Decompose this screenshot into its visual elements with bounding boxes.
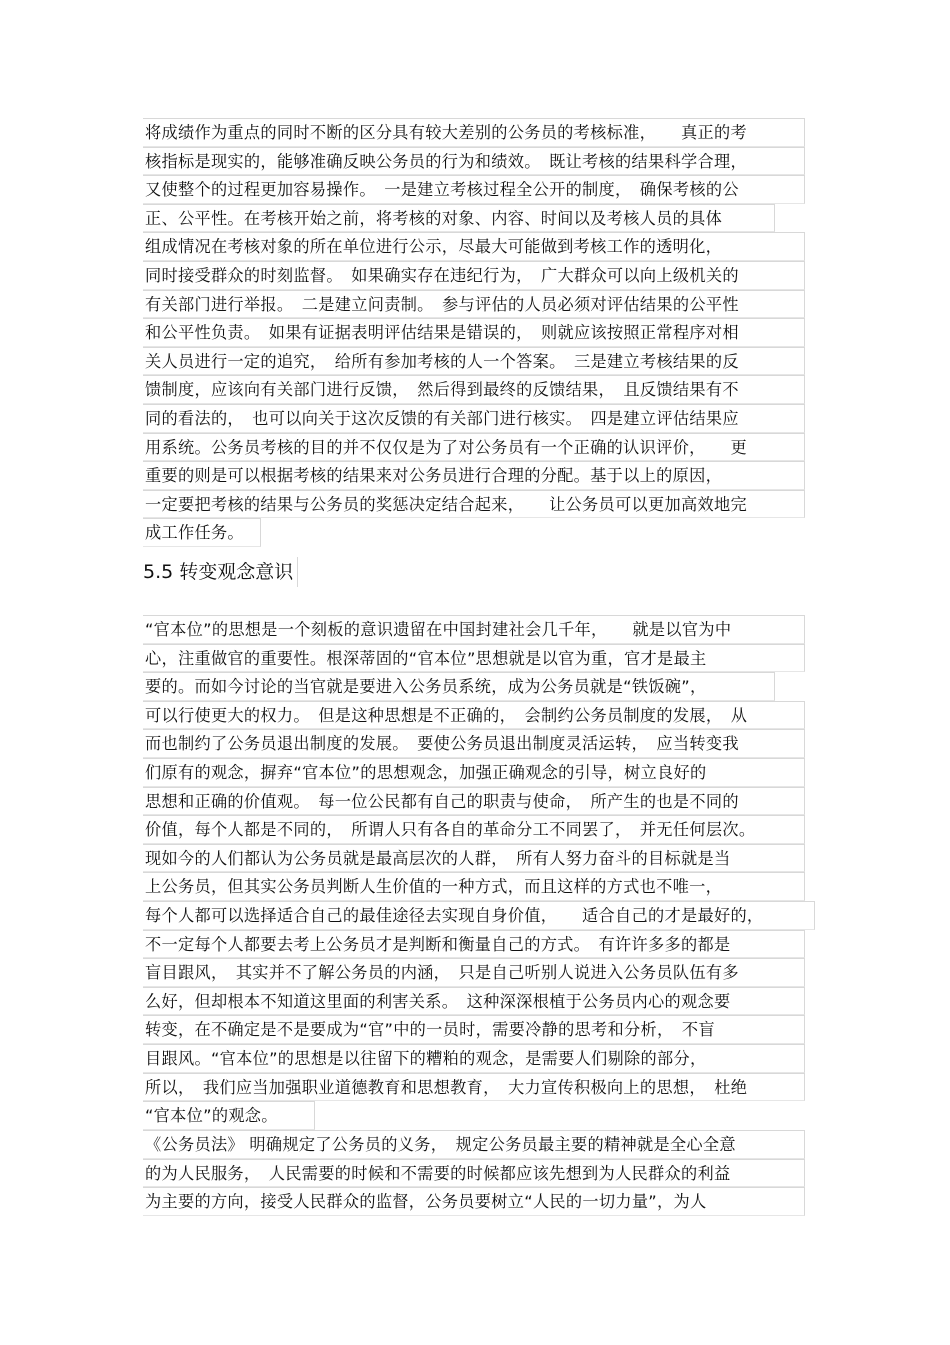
text-line: “官本位”的思想是一个刻板的意识遗留在中国封建社会几千年， 就是以官为中: [143, 615, 805, 644]
paragraph-assessment: [143, 118, 805, 547]
text-line: 关人员进行一定的追究， 给所有参加考核的人一个答案。 三是建立考核结果的反: [143, 347, 805, 376]
section-heading: 5.5 转变观念意识: [143, 557, 298, 587]
text-line: 每个人都可以选择适合自己的最佳途径去实现自身价值， 适合自己的才是最好的，: [143, 901, 815, 930]
text-line: 同时接受群众的时刻监督。 如果确实存在违纪行为， 广大群众可以向上级机关的: [143, 261, 805, 290]
text-line: 和公平性负责。 如果有证据表明评估结果是错误的， 则就应该按照正常程序对相: [143, 318, 805, 347]
text-line: 现如今的人们都认为公务员就是最高层次的人群， 所有人努力奋斗的目标就是当: [143, 844, 805, 873]
text-line: 所以， 我们应当加强职业道德教育和思想教育， 大力宣传积极向上的思想， 杜绝: [143, 1073, 805, 1102]
paragraph-concept: [143, 615, 815, 1130]
text-line: 有关部门进行举报。 二是建立问责制。 参与评估的人员必须对评估结果的公平性: [143, 290, 805, 319]
text-line: 而也制约了公务员退出制度的发展。 要使公务员退出制度灵活运转， 应当转变我: [143, 729, 805, 758]
text-line: 目跟风。“官本位”的思想是以往留下的糟粕的观念，是需要人们剔除的部分，: [143, 1044, 805, 1073]
text-line: 将成绩作为重点的同时不断的区分具有较大差别的公务员的考核标准， 真正的考: [143, 118, 805, 147]
text-line: 核指标是现实的，能够准确反映公务员的行为和绩效。 既让考核的结果科学合理，: [143, 147, 805, 176]
text-line: 心，注重做官的重要性。根深蒂固的“官本位”思想就是以官为重，官才是最主: [143, 644, 805, 673]
text-line: 可以行使更大的权力。 但是这种思想是不正确的， 会制约公务员制度的发展， 从: [143, 701, 805, 730]
text-line: 重要的则是可以根据考核的结果来对公务员进行合理的分配。基于以上的原因，: [143, 461, 805, 490]
text-line: 思想和正确的价值观。 每一位公民都有自己的职责与使命， 所产生的也是不同的: [143, 787, 805, 816]
text-line: 又使整个的过程更加容易操作。 一是建立考核过程全公开的制度， 确保考核的公: [143, 175, 805, 204]
text-line: 的为人民服务， 人民需要的时候和不需要的时候都应该先想到为人民群众的利益: [143, 1159, 805, 1188]
text-line: “官本位”的观念。: [143, 1101, 315, 1130]
paragraph-civil-servant-law: [143, 1130, 805, 1216]
text-line: 要的。而如今讨论的当官就是要进入公务员系统，成为公务员就是“铁饭碗”，: [143, 672, 775, 701]
text-line: 们原有的观念，摒弃“官本位”的思想观念，加强正确观念的引导，树立良好的: [143, 758, 805, 787]
text-line: 上公务员，但其实公务员判断人生价值的一种方式，而且这样的方式也不唯一，: [143, 872, 805, 901]
text-line: 价值，每个人都是不同的， 所谓人只有各自的革命分工不同罢了， 并无任何层次。: [143, 815, 805, 844]
text-line: 盲目跟风， 其实并不了解公务员的内涵， 只是自己听别人说进入公务员队伍有多: [143, 958, 805, 987]
text-line: 同的看法的， 也可以向关于这次反馈的有关部门进行核实。 四是建立评估结果应: [143, 404, 805, 433]
text-line: 用系统。公务员考核的目的并不仅仅是为了对公务员有一个正确的认识评价， 更: [143, 433, 805, 462]
text-line: 么好，但却根本不知道这里面的利害关系。 这种深深根植于公务员内心的观念要: [143, 987, 805, 1016]
text-line: 馈制度，应该向有关部门进行反馈， 然后得到最终的反馈结果， 且反馈结果有不: [143, 375, 805, 404]
text-line: 不一定每个人都要去考上公务员才是判断和衡量自己的方式。 有许许多多的都是: [143, 930, 805, 959]
text-line: 为主要的方向，接受人民群众的监督，公务员要树立“人民的一切力量”，为人: [143, 1187, 805, 1216]
text-line: 《公务员法》 明确规定了公务员的义务， 规定公务员最主要的精神就是全心全意: [143, 1130, 805, 1159]
text-line: 一定要把考核的结果与公务员的奖惩决定结合起来， 让公务员可以更加高效地完: [143, 490, 805, 519]
text-line: 组成情况在考核对象的所在单位进行公示，尽最大可能做到考核工作的透明化，: [143, 232, 805, 261]
text-line: 转变，在不确定是不是要成为“官”中的一员时，需要冷静的思考和分析， 不盲: [143, 1015, 805, 1044]
text-line: 正、公平性。在考核开始之前，将考核的对象、内容、时间以及考核人员的具体: [143, 204, 775, 233]
text-line: 成工作任务。: [143, 518, 261, 547]
